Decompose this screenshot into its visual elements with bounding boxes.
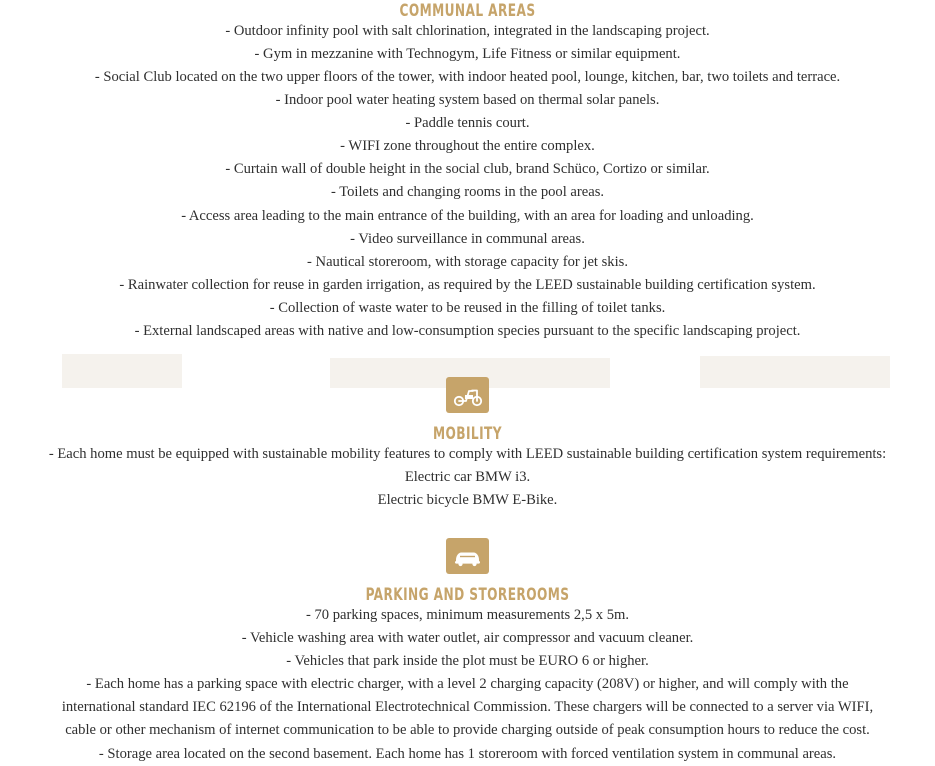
list-item: - External landscaped areas with native and low-consumption species pursuant to the specific landscaping project. — [134, 322, 801, 339]
section-mobility — [20, 377, 915, 512]
section-title: COMMUNAL AREAS — [399, 1, 536, 20]
list-item: - Indoor pool water heating system based on thermal solar panels. — [275, 92, 660, 109]
list-item: - Each home has a parking space with electric charger, with a level 2 charging capacity (208V) or higher, and will comply with the international standard IEC 62196 of the International Electrotechnical Commission. These chargers will be connected to a server via WIFI, cable or other mechanism of internet communication to be able to provide charging outside of peak consumption hours to reduce the cost. — [61, 676, 874, 739]
list-item: - Toilets and changing rooms in the pool areas. — [330, 184, 605, 201]
section-title: PARKING AND STOREROOMS — [365, 585, 570, 605]
list-item: - Each home must be equipped with sustainable mobility features to comply with LEED sustainable building certification system requirements: — [48, 445, 887, 462]
list-item: - Rainwater collection for reuse in garden irrigation, as required by the LEED sustainable building certification system. — [119, 276, 816, 293]
section-title: MOBILITY — [433, 423, 502, 443]
list-item: - Curtain wall of double height in the social club, brand Schüco, Cortizo or similar. — [225, 161, 710, 178]
list-item: - 70 parking spaces, minimum measurements 2,5 x 5m. — [305, 607, 630, 624]
spacer — [20, 512, 915, 538]
car-icon — [446, 538, 489, 574]
list-item: - Vehicle washing area with water outlet, air compressor and vacuum cleaner. — [241, 630, 694, 647]
parking-title-wrap — [20, 586, 915, 604]
mobility-icon-wrap — [20, 377, 915, 413]
parking-icon-wrap — [20, 538, 915, 574]
list-item: - Paddle tennis court. — [405, 115, 530, 132]
list-item: Electric bicycle BMW E-Bike. — [377, 492, 558, 509]
list-item: - Outdoor infinity pool with salt chlorination, integrated in the landscaping project. — [225, 23, 710, 40]
list-item: - Gym in mezzanine with Technogym, Life Fitness or similar equipment. — [254, 46, 681, 63]
spacer — [20, 343, 915, 377]
scooter-icon — [446, 377, 489, 413]
list-item: - Video surveillance in communal areas. — [350, 230, 585, 247]
mobility-title-wrap — [20, 425, 915, 443]
list-item: - Access area leading to the main entrance of the building, with an area for loading and unloading. — [181, 207, 754, 224]
list-item: - Collection of waste water to be reused in the filling of toilet tanks. — [269, 299, 666, 316]
mobility-list — [20, 443, 915, 512]
communal-areas-list — [20, 20, 915, 343]
list-item: - Storage area located on the second basement. Each home has 1 storeroom with forced ventilation system in communal areas. — [98, 745, 837, 762]
parking-list — [20, 604, 915, 765]
list-item: Electric car BMW i3. — [404, 468, 531, 485]
list-item: - Nautical storeroom, with storage capacity for jet skis. — [307, 253, 628, 270]
list-item: - WIFI zone throughout the entire complex. — [340, 138, 595, 155]
list-item: - Social Club located on the two upper floors of the tower, with indoor heated pool, lounge, kitchen, bar, two toilets and terrace. — [94, 69, 841, 86]
section-parking-and-storerooms — [20, 538, 915, 765]
communal-areas-title-wrap — [20, 0, 915, 20]
section-communal-areas — [20, 0, 915, 343]
list-item: - Vehicles that park inside the plot must be EURO 6 or higher. — [286, 653, 649, 670]
